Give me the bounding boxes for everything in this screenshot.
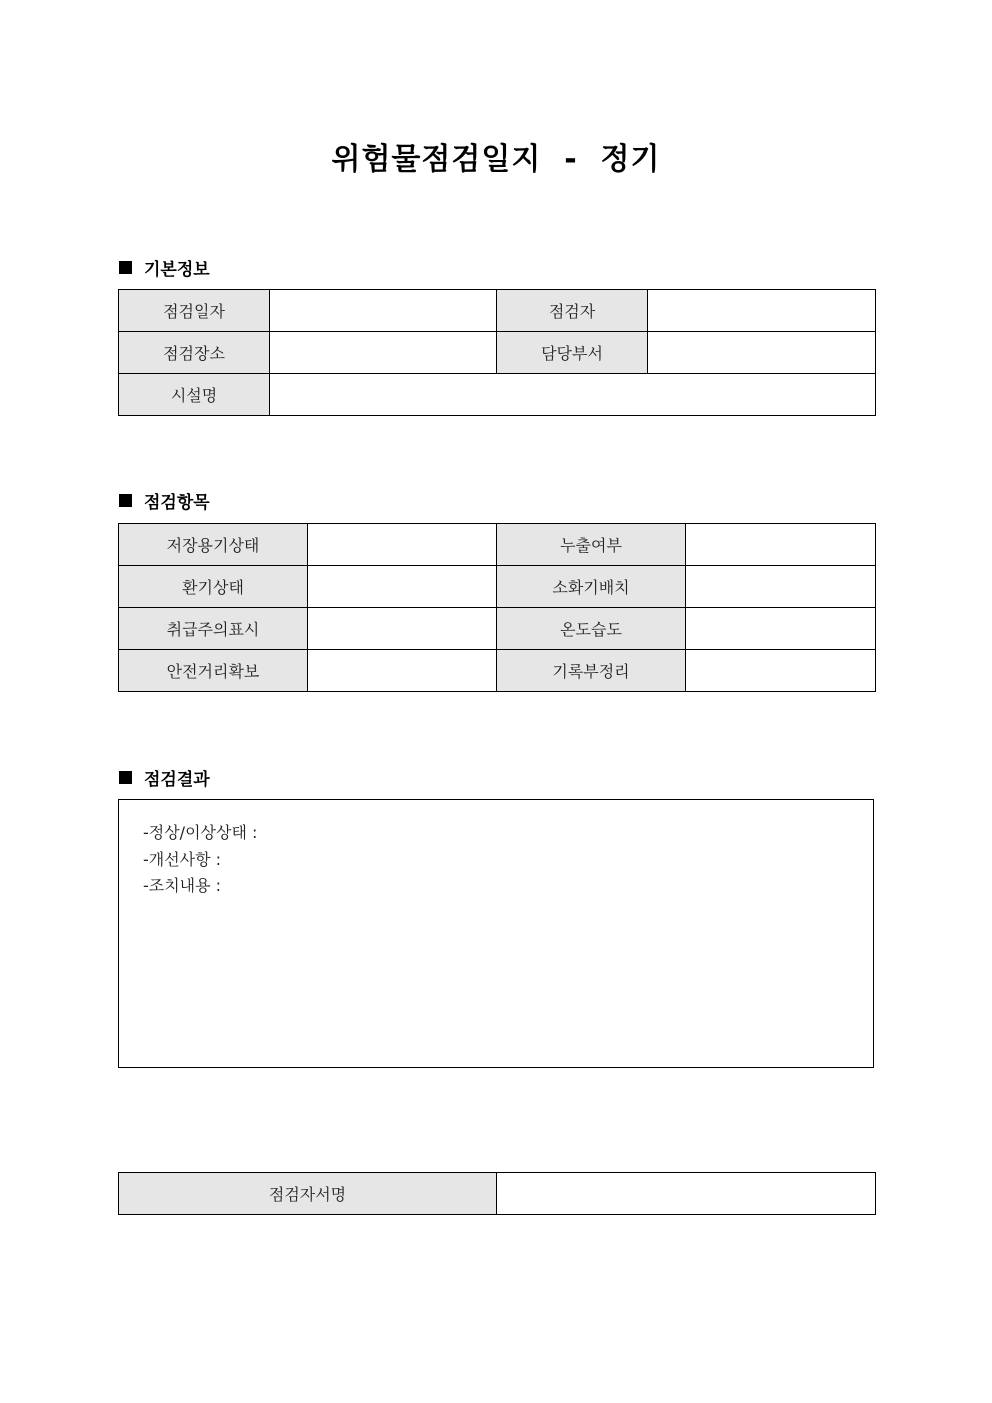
field-label-ventilation: 환기상태 <box>119 566 308 608</box>
field-label-storage-container: 저장용기상태 <box>119 524 308 566</box>
field-label-facility-name: 시설명 <box>119 374 270 416</box>
result-line-status: -정상/이상상태 : <box>143 823 258 842</box>
table-row <box>119 374 876 416</box>
department-field[interactable] <box>648 332 876 374</box>
field-label-inspector-signature: 점검자서명 <box>119 1173 497 1215</box>
result-line-actions: -조치내용 : <box>143 876 222 895</box>
field-label-safety-distance: 안전거리확보 <box>119 650 308 692</box>
field-label-record-keeping: 기록부정리 <box>497 650 686 692</box>
handling-caution-field[interactable] <box>308 608 497 650</box>
signature-table <box>118 1172 876 1215</box>
result-line-improvements: -개선사항 : <box>143 849 222 869</box>
facility-name-field[interactable] <box>270 374 876 416</box>
inspection-date-field[interactable] <box>270 290 497 332</box>
section-header-inspection-result <box>119 765 210 790</box>
leakage-field[interactable] <box>686 524 876 566</box>
inspection-result-textarea[interactable] <box>118 799 874 1068</box>
section-header-inspection-items <box>119 488 210 513</box>
section-header-basic-info <box>119 255 210 280</box>
inspector-field[interactable] <box>648 290 876 332</box>
record-keeping-field[interactable] <box>686 650 876 692</box>
field-label-leakage: 누출여부 <box>497 524 686 566</box>
safety-distance-field[interactable] <box>308 650 497 692</box>
field-label-inspection-date: 점검일자 <box>119 290 270 332</box>
field-label-department: 담당부서 <box>497 332 648 374</box>
field-label-handling-caution: 취급주의표시 <box>119 608 308 650</box>
section-title: 점검항목 <box>144 493 210 513</box>
inspector-signature-field[interactable] <box>497 1173 876 1215</box>
extinguisher-field[interactable] <box>686 566 876 608</box>
inspection-items-table <box>118 523 876 692</box>
section-title: 기본정보 <box>144 260 210 280</box>
field-label-temperature-humidity: 온도습도 <box>497 608 686 650</box>
table-row <box>119 608 876 650</box>
black-square-bullet-icon <box>119 261 132 274</box>
table-row <box>119 566 876 608</box>
page-title: 위험물점검일지 - 정기 <box>331 142 661 177</box>
black-square-bullet-icon <box>119 494 132 507</box>
result-lines <box>143 820 257 900</box>
temperature-humidity-field[interactable] <box>686 608 876 650</box>
basic-info-table <box>118 289 876 416</box>
field-label-inspector: 점검자 <box>497 290 648 332</box>
section-title: 점검결과 <box>144 770 210 790</box>
field-label-extinguisher: 소화기배치 <box>497 566 686 608</box>
inspection-location-field[interactable] <box>270 332 497 374</box>
storage-container-field[interactable] <box>308 524 497 566</box>
ventilation-field[interactable] <box>308 566 497 608</box>
table-row <box>119 1173 876 1215</box>
table-row <box>119 650 876 692</box>
field-label-inspection-location: 점검장소 <box>119 332 270 374</box>
table-row <box>119 290 876 332</box>
table-row <box>119 524 876 566</box>
black-square-bullet-icon <box>119 771 132 784</box>
table-row <box>119 332 876 374</box>
